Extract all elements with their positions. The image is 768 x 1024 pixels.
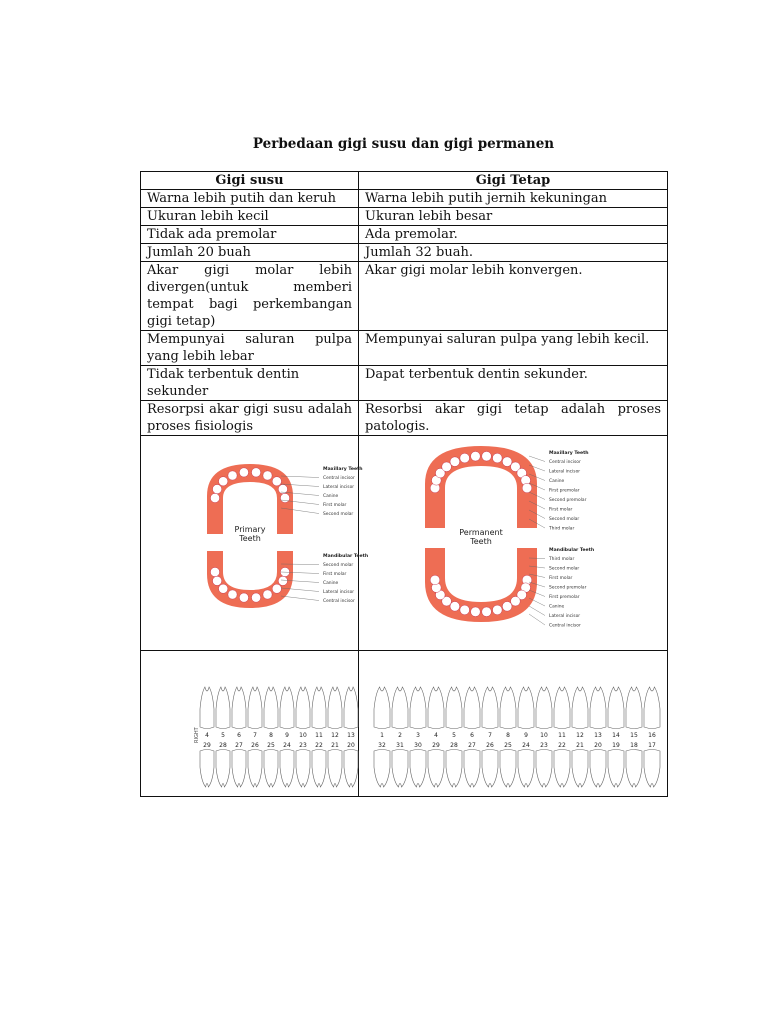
permanent-upper-number: 1	[380, 732, 384, 739]
permanent-upper-number: 4	[434, 732, 438, 739]
tooth-outline-icon	[200, 750, 214, 788]
tooth-icon	[471, 607, 481, 617]
permanent-lower-number: 19	[612, 742, 620, 749]
primary-upper-number: 4	[205, 732, 209, 739]
permanent-lower-number: 27	[468, 742, 476, 749]
tooth-outline-icon	[608, 687, 624, 729]
primary-teeth-cell	[141, 436, 369, 651]
tooth-icon	[272, 584, 281, 593]
tooth-icon	[482, 607, 492, 617]
tooth-outline-icon	[428, 687, 444, 729]
permanent-lower-number: 22	[558, 742, 566, 749]
tooth-outline-icon	[482, 750, 498, 788]
primary-lower-number: 23	[299, 742, 307, 749]
permanent-teeth-cell	[359, 436, 668, 651]
permanent-lower-number: 21	[576, 742, 584, 749]
cell-susu: Mempunyai saluran pulpa yang lebih lebar	[141, 331, 359, 366]
tooth-icon	[210, 493, 219, 502]
tooth-outline-icon	[446, 687, 462, 729]
cell-tetap: Ukuran lebih besar	[359, 208, 668, 226]
permanent-lower-number: 30	[414, 742, 422, 749]
tooth-outline-icon	[464, 750, 480, 788]
tooth-outline-icon	[626, 750, 642, 788]
tooth-outline-icon	[518, 750, 534, 788]
mandibular-label: Second molar	[549, 566, 580, 572]
cell-tetap: Resorbsi akar gigi tetap adalah proses patologis.	[359, 401, 668, 436]
permanent-upper-number: 10	[540, 732, 548, 739]
tooth-icon	[442, 462, 452, 472]
table-row	[141, 190, 668, 208]
cell-tetap: Mempunyai saluran pulpa yang lebih kecil.	[359, 331, 668, 366]
tooth-outline-icon	[328, 687, 342, 729]
tooth-icon	[460, 605, 470, 615]
tooth-icon	[272, 477, 281, 486]
permanent-lower-number: 17	[648, 742, 656, 749]
tooth-outline-icon	[216, 750, 230, 788]
mandibular-label: Lateral incisor	[323, 590, 355, 595]
cell-tetap: Ada premolar.	[359, 226, 668, 244]
primary-lower-number: 22	[315, 742, 323, 749]
primary-lower-number: 20	[347, 742, 355, 749]
tooth-outline-icon	[392, 750, 408, 788]
tooth-outline-icon	[554, 687, 570, 729]
primary-tooth-row	[141, 651, 359, 791]
primary-upper-number: 13	[347, 732, 355, 739]
tooth-outline-icon	[536, 750, 552, 788]
upper-gum-arch	[425, 446, 537, 528]
permanent-tooth-row-cell	[359, 651, 668, 797]
leader-line	[529, 614, 545, 625]
comparison-table	[140, 171, 668, 797]
permanent-lower-number: 26	[486, 742, 494, 749]
tooth-icon	[493, 605, 503, 615]
side-label: RIGHT	[194, 727, 200, 743]
table-header-row	[141, 172, 668, 190]
tooth-outline-icon	[500, 687, 516, 729]
tooth-icon	[460, 453, 470, 463]
permanent-upper-number: 14	[612, 732, 620, 739]
primary-upper-number: 12	[331, 732, 339, 739]
mandibular-label: Central incisor	[549, 623, 581, 629]
tooth-outline-icon	[248, 687, 262, 729]
cell-tetap: Warna lebih putih jernih kekuningan	[359, 190, 668, 208]
primary-upper-number: 7	[253, 732, 257, 739]
permanent-upper-number: 11	[558, 732, 566, 739]
tooth-outline-icon	[280, 687, 294, 729]
tooth-icon	[280, 493, 289, 502]
tooth-outline-icon	[344, 750, 358, 788]
tooth-outline-icon	[590, 687, 606, 729]
cell-tetap: Jumlah 32 buah.	[359, 244, 668, 262]
mandibular-label: First molar	[323, 572, 347, 577]
tooth-outline-icon	[410, 687, 426, 729]
tooth-outline-icon	[264, 687, 278, 729]
tooth-icon	[522, 483, 532, 493]
tooth-outline-icon	[446, 750, 462, 788]
mandibular-title: Mandibular Teeth	[549, 548, 595, 553]
tooth-icon	[219, 584, 228, 593]
tooth-outline-icon	[428, 750, 444, 788]
table-row	[141, 401, 668, 436]
permanent-upper-number: 3	[416, 732, 420, 739]
primary-lower-number: 27	[235, 742, 243, 749]
tooth-icon	[263, 471, 272, 480]
primary-upper-number: 8	[269, 732, 273, 739]
primary-label: Primary	[234, 525, 266, 534]
primary-upper-number: 10	[299, 732, 307, 739]
tooth-icon	[210, 567, 219, 576]
tooth-outline-icon	[374, 750, 390, 788]
tooth-icon	[213, 485, 222, 494]
diagram-row	[141, 436, 668, 651]
mandibular-label: Third molar	[549, 557, 575, 562]
primary-upper-number: 6	[237, 732, 241, 739]
permanent-label: Permanent	[459, 528, 503, 537]
permanent-lower-number: 18	[630, 742, 638, 749]
mandibular-label: Central incisor	[323, 599, 355, 604]
tooth-outline-icon	[626, 687, 642, 729]
tooth-icon	[219, 477, 228, 486]
primary-lower-number: 25	[267, 742, 275, 749]
maxillary-label: Lateral incisor	[549, 469, 581, 475]
tooth-outline-icon	[608, 750, 624, 788]
maxillary-label: Second molar	[549, 517, 580, 522]
primary-lower-number: 21	[331, 742, 339, 749]
cell-susu: Akar gigi molar lebih divergen(untuk memberi tempat bagi perkembangan gigi tetap)	[141, 262, 359, 331]
permanent-lower-number: 29	[432, 742, 440, 749]
permanent-teeth-diagram	[359, 436, 668, 645]
permanent-upper-number: 2	[398, 732, 402, 739]
tooth-row-drawings	[141, 651, 668, 797]
maxillary-label: Canine	[323, 494, 339, 499]
cell-susu: Warna lebih putih dan keruh	[141, 190, 359, 208]
primary-lower-number: 26	[251, 742, 259, 749]
cell-tetap: Akar gigi molar lebih konvergen.	[359, 262, 668, 331]
cell-susu: Tidak ada premolar	[141, 226, 359, 244]
mandibular-label: First premolar	[549, 595, 580, 600]
maxillary-title: Maxillary Teeth	[549, 451, 589, 456]
cell-susu: Tidak terbentuk dentin sekunder	[141, 366, 359, 401]
cell-susu: Ukuran lebih kecil	[141, 208, 359, 226]
mandibular-label: Lateral incisor	[549, 614, 581, 619]
tooth-outline-icon	[232, 750, 246, 788]
maxillary-label: First molar	[323, 503, 347, 508]
tooth-icon	[239, 468, 248, 477]
table-row	[141, 226, 668, 244]
tooth-outline-icon	[518, 687, 534, 729]
permanent-upper-number: 6	[470, 732, 474, 739]
tooth-outline-icon	[232, 687, 246, 729]
tooth-icon	[502, 602, 512, 612]
tooth-outline-icon	[572, 687, 588, 729]
tooth-outline-icon	[200, 687, 214, 729]
tooth-outline-icon	[216, 687, 230, 729]
permanent-lower-number: 31	[396, 742, 404, 749]
maxillary-label: Canine	[549, 479, 565, 484]
primary-upper-number: 9	[285, 732, 289, 739]
tooth-icon	[213, 576, 222, 585]
leader-line	[281, 596, 319, 601]
permanent-label-2: Teeth	[470, 537, 492, 546]
mandibular-label: Second premolar	[549, 585, 587, 591]
permanent-upper-number: 7	[488, 732, 492, 739]
permanent-lower-number: 32	[378, 742, 386, 749]
leader-line	[529, 456, 545, 462]
permanent-lower-number: 20	[594, 742, 602, 749]
permanent-lower-number: 28	[450, 742, 458, 749]
table-row	[141, 366, 668, 401]
lower-gum-arch	[425, 548, 537, 622]
tooth-outline-icon	[374, 687, 390, 729]
tooth-icon	[239, 593, 248, 602]
cell-tetap: Dapat terbentuk dentin sekunder.	[359, 366, 668, 401]
tooth-icon	[228, 590, 237, 599]
mandibular-label: First molar	[549, 576, 573, 581]
permanent-upper-number: 9	[524, 732, 528, 739]
header-gigi-tetap: Gigi Tetap	[359, 172, 668, 190]
tooth-outline-icon	[590, 750, 606, 788]
maxillary-label: First molar	[549, 507, 573, 513]
permanent-upper-number: 8	[506, 732, 510, 739]
maxillary-title: Maxillary Teeth	[323, 467, 363, 472]
tooth-icon	[450, 457, 460, 467]
tooth-icon	[263, 590, 272, 599]
maxillary-label: Third molar	[549, 526, 575, 532]
tooth-icon	[251, 593, 260, 602]
permanent-upper-number: 13	[594, 732, 602, 739]
tooth-outline-icon	[296, 750, 310, 788]
permanent-tooth-row	[359, 651, 668, 791]
primary-lower-number: 24	[283, 742, 291, 749]
tooth-outline-icon	[536, 687, 552, 729]
document-title: Perbedaan gigi susu dan gigi permanen	[252, 136, 555, 152]
tooth-outline-icon	[464, 687, 480, 729]
primary-teeth-diagram	[141, 436, 369, 645]
table-row	[141, 262, 668, 331]
tooth-outline-icon	[296, 687, 310, 729]
tooth-icon	[471, 451, 481, 461]
cell-susu: Jumlah 20 buah	[141, 244, 359, 262]
tooth-outline-icon	[344, 687, 358, 729]
tooth-outline-icon	[280, 750, 294, 788]
permanent-upper-number: 12	[576, 732, 584, 739]
primary-upper-number: 5	[221, 732, 225, 739]
permanent-lower-number: 25	[504, 742, 512, 749]
tooth-icon	[251, 468, 260, 477]
tooth-outline-icon	[500, 750, 516, 788]
table-row	[141, 244, 668, 262]
maxillary-label: Lateral incisor	[323, 485, 355, 490]
mandibular-title: Mandibular Teeth	[323, 554, 369, 559]
primary-upper-number: 11	[315, 732, 323, 739]
permanent-upper-number: 16	[648, 732, 656, 739]
tooth-outline-icon	[644, 750, 660, 788]
tooth-outline-icon	[572, 750, 588, 788]
tooth-outline-icon	[264, 750, 278, 788]
maxillary-label: Second molar	[323, 512, 354, 517]
primary-label-2: Teeth	[239, 534, 261, 543]
primary-lower-number: 28	[219, 742, 227, 749]
tooth-icon	[278, 576, 287, 585]
permanent-upper-number: 5	[452, 732, 456, 739]
table-row	[141, 208, 668, 226]
mandibular-label: Second molar	[323, 563, 354, 568]
tooth-icon	[493, 453, 503, 463]
cell-susu: Resorpsi akar gigi susu adalah proses fisiologis	[141, 401, 359, 436]
tooth-icon	[511, 596, 521, 606]
tooth-icon	[482, 451, 492, 461]
tooth-outline-icon	[410, 750, 426, 788]
tooth-outline-icon	[328, 750, 342, 788]
permanent-upper-number: 15	[630, 732, 638, 739]
tooth-outline-icon	[248, 750, 262, 788]
tooth-icon	[450, 602, 460, 612]
maxillary-label: Central incisor	[549, 460, 581, 465]
tooth-outline-icon	[644, 687, 660, 729]
upper-gum-arch	[207, 464, 293, 534]
mandibular-label: Canine	[549, 604, 565, 610]
maxillary-label: Second premolar	[549, 498, 587, 503]
tooth-icon	[228, 471, 237, 480]
permanent-lower-number: 23	[540, 742, 548, 749]
maxillary-label: First premolar	[549, 488, 580, 494]
table-row	[141, 331, 668, 366]
tooth-icon	[430, 575, 440, 585]
header-gigi-susu: Gigi susu	[141, 172, 359, 190]
primary-lower-number: 29	[203, 742, 211, 749]
primary-tooth-row-cell	[141, 651, 359, 797]
tooth-icon	[502, 457, 512, 467]
mandibular-label: Canine	[323, 581, 339, 586]
tooth-outline-icon	[312, 750, 326, 788]
tooth-outline-icon	[392, 687, 408, 729]
permanent-lower-number: 24	[522, 742, 530, 749]
maxillary-label: Central incisor	[323, 476, 355, 481]
tooth-outline-icon	[482, 687, 498, 729]
leader-line	[529, 606, 545, 616]
tooth-outline-icon	[312, 687, 326, 729]
tooth-outline-icon	[554, 750, 570, 788]
